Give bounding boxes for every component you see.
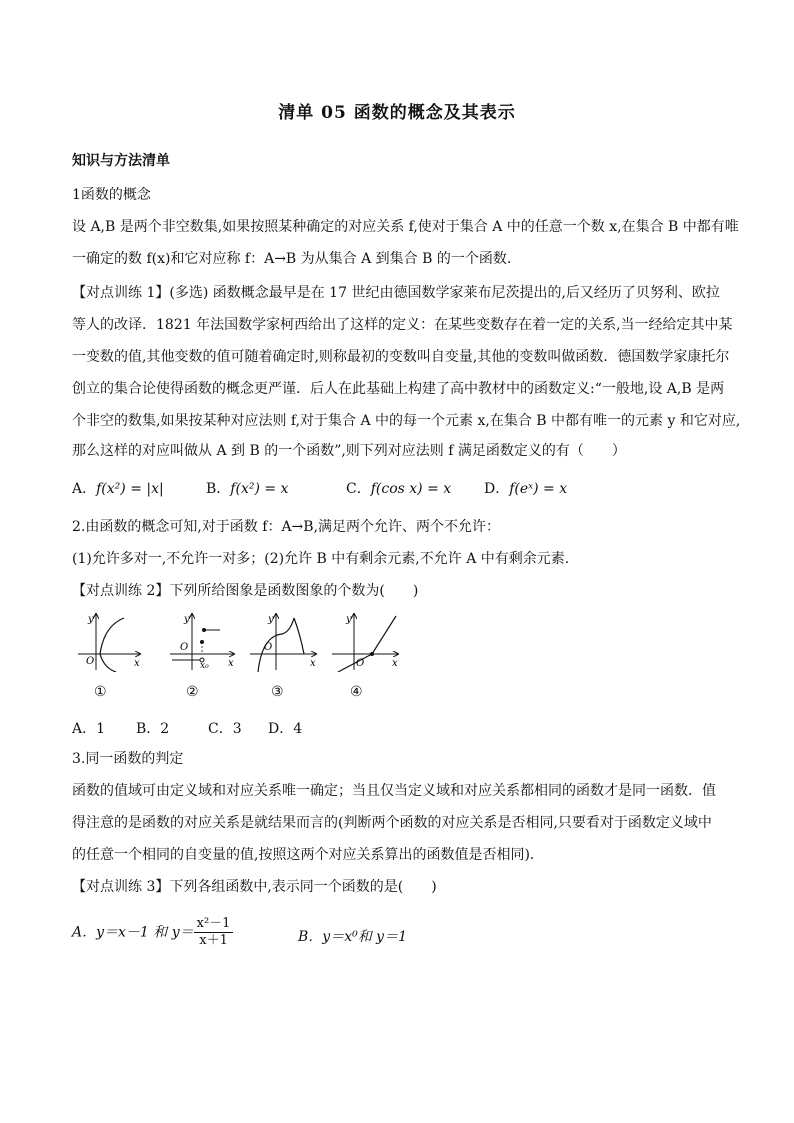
exercise1-line-3: 一变数的值,其他变数的值可随着确定时,则称最初的变数叫自变量,其他的变数叫做函数．德国数学家康托尔 [72,349,730,365]
graph-4-label: ④ [350,684,363,700]
option-a[interactable]: A．f(x²) = |x| [72,481,164,497]
axis-y-label: y [268,614,274,625]
exercise1-line-1: 【对点训练 1】(多选) 函数概念最早是在 17 世纪由德国数学家莱布尼茨提出的,后又经历了贝努利、欧拉 [72,285,720,301]
graph-3-label: ③ [271,684,284,700]
option-d[interactable]: D．4 [268,721,303,737]
axis-x-label: x [392,658,398,669]
option-c[interactable]: C．f(cos x) = x [346,481,452,497]
definition-line-1: 设 A,B 是两个非空数集,如果按照某种确定的对应关系 f,使对于集合 A 中的任意一个数 x,在集合 B 中都有唯 [72,219,739,235]
axis-y-label: y [346,614,352,625]
option-c[interactable]: C．3 [208,721,242,737]
exercise3-question: 【对点训练 3】下列各组函数中,表示同一个函数的是( ) [72,879,437,895]
graph-4 [330,610,402,672]
origin-label: O [264,642,273,653]
definition-line-2: 一确定的数 f(x)和它对应称 f：A→B 为从集合 A 到集合 B 的一个函数. [72,251,512,267]
x0-label: x₀ [200,661,209,671]
section-heading: 知识与方法清单 [72,153,170,169]
axis-x-label: x [310,658,316,669]
axis-x-label: x [134,658,140,669]
option-b[interactable]: B．y＝x⁰和 y＝1 [298,929,407,945]
origin-label: O [86,656,95,667]
exercise2-question: 【对点训练 2】下列所给图象是函数图象的个数为( ) [72,583,419,599]
option-b[interactable]: B．f(x²) = x [206,481,289,497]
same-function-line-2: 得注意的是函数的对应关系是就结果而言的(判断两个函数的对应关系是否相同,只要看对于函数定义域中 [72,815,712,831]
graph-2-label: ② [186,684,199,700]
graph-3 [248,610,320,672]
same-function-line-3: 的任意一个相同的自变量的值,按照这两个对应关系算出的函数值是否相同)． [72,847,544,863]
same-function-line-1: 函数的值域可由定义域和对应关系唯一确定；当且仅当定义域和对应关系都相同的函数才是同一函数．值 [72,783,716,799]
concept-heading: 1函数的概念 [72,187,151,203]
option-a[interactable]: A．y＝x－1 和 y＝ $\frac{\text{x²－1}}{x+1}$ [72,916,233,949]
option-d[interactable]: D．f(eˣ) = x [484,481,568,497]
option-a[interactable]: A．1 [72,721,106,737]
exercise1-line-4: 创立的集合论使得函数的概念更严谨．后人在此基础上构建了高中教材中的函数定义:“一般地,设 A,B 是两 [72,381,725,397]
page-title: 清单 05 函数的概念及其表示 [278,103,516,123]
exercise1-line-2: 等人的改译．1821 年法国数学家柯西给出了这样的定义：在某些变数存在着一定的关系,当一经给定其中某 [72,317,733,333]
graph-1-label: ① [94,684,107,700]
graph-2 [168,610,238,672]
axis-y-label: y [88,614,94,625]
same-function-heading: 3.同一函数的判定 [72,751,184,767]
origin-label: O [356,658,365,669]
fraction: $\frac{\text{x²－1}}{x+1}$ [194,916,234,949]
axis-x-label: x [228,658,234,669]
axis-y-label: y [184,614,190,625]
exercise1-line-6: 那么这样的对应叫做从 A 到 B 的一个函数”,则下列对应法则 f 满足函数定义的有（ ） [72,443,626,459]
mapping-rule-line-1: 2.由函数的概念可知,对于函数 f：A→B,满足两个允许、两个不允许： [72,519,501,535]
exercise1-line-5: 个非空的数集,如果按某种对应法则 f,对于集合 A 中的每一个元素 x,在集合 B 中都有唯一的元素 y 和它对应, [72,413,741,429]
origin-label: O [180,642,189,653]
graph-1 [76,610,144,672]
mapping-rule-line-2: (1)允许多对一,不允许一对多；(2)允许 B 中有剩余元素,不允许 A 中有剩余元素. [72,551,570,567]
option-b[interactable]: B．2 [136,721,170,737]
